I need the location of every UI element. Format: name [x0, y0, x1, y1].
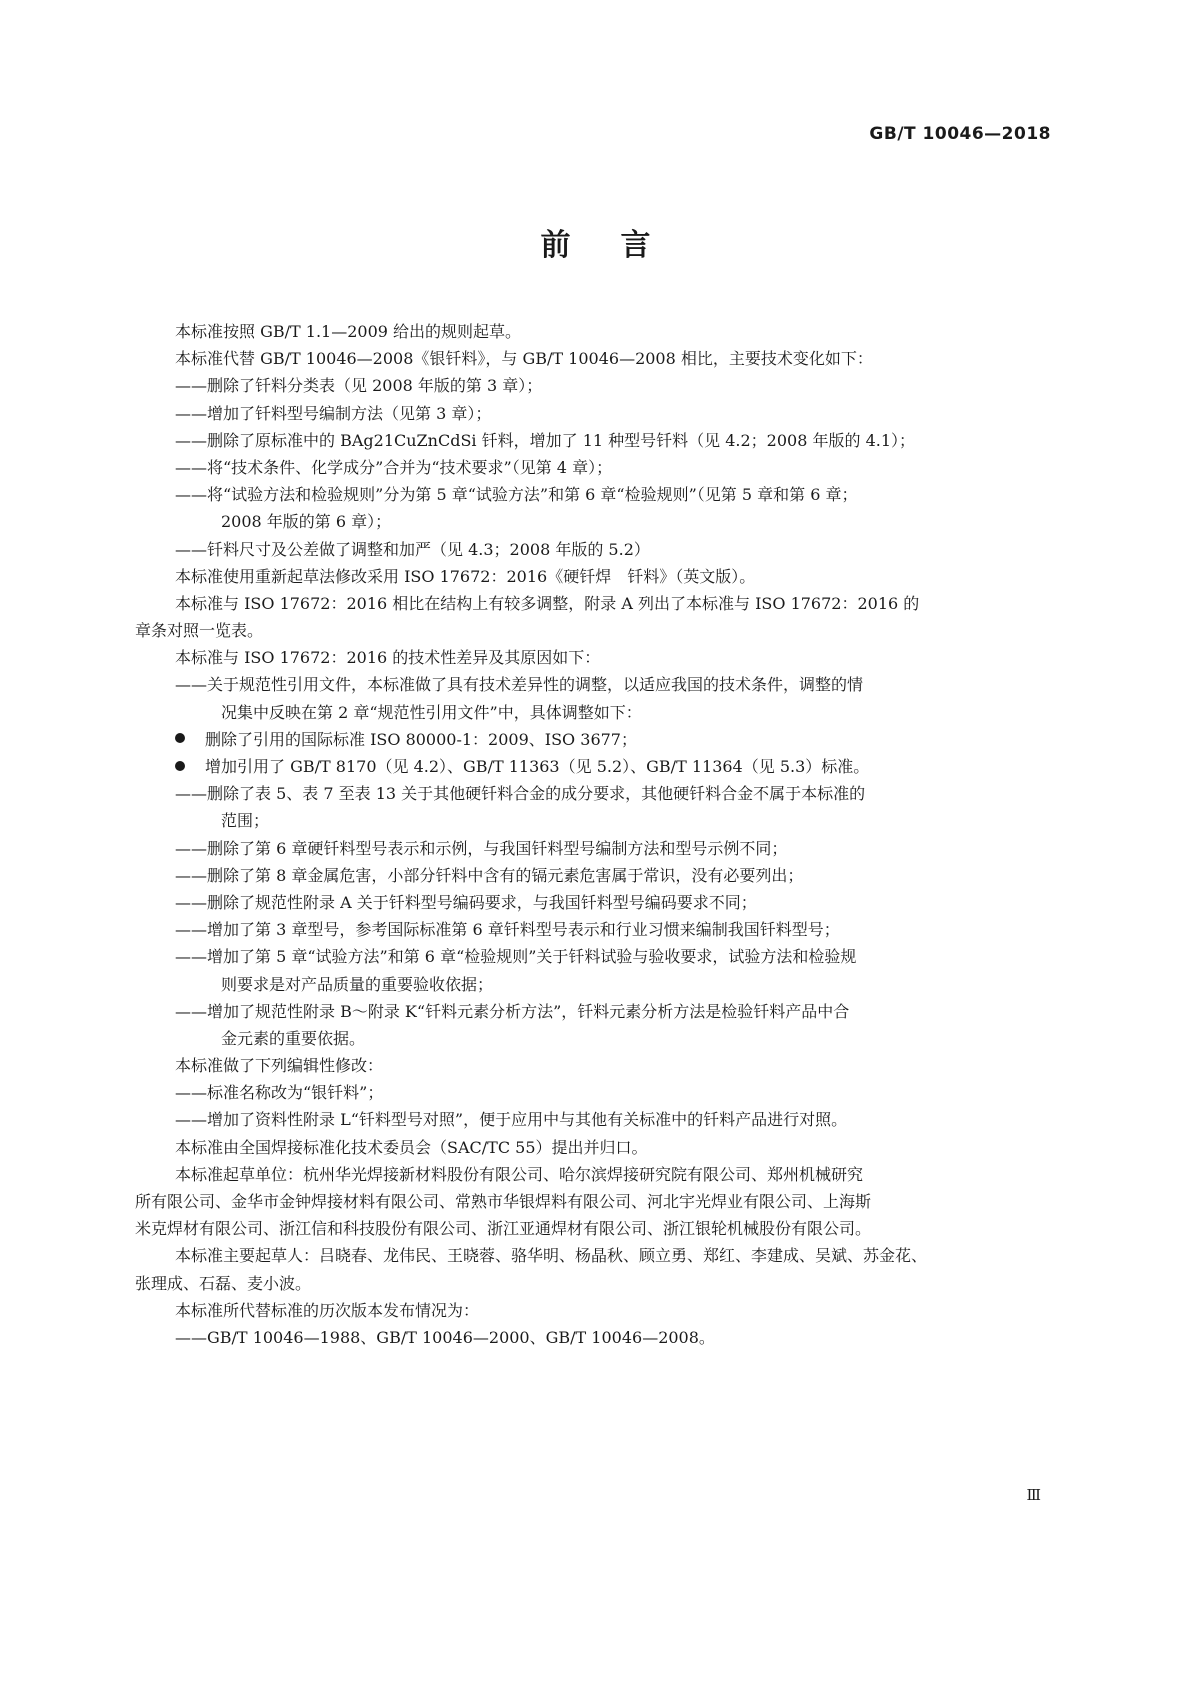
text-line: 况集中反映在第 2 章“规范性引用文件”中，具体调整如下： — [221, 702, 642, 722]
text-line: 本标准与 ISO 17672：2016 相比在结构上有较多调整，附录 A 列出了本标准与 ISO 17672：2016 的 — [175, 593, 920, 613]
text-line: ——删除了钎料分类表（见 2008 年版的第 3 章）； — [175, 376, 543, 396]
text-line: 本标准由全国焊接标准化技术委员会（SAC/TC 55）提出并归口。 — [175, 1137, 648, 1157]
text-line: 本标准按照 GB/T 1.1—2009 给出的规则起草。 — [175, 322, 522, 341]
text-line: ——增加了第 5 章“试验方法”和第 6 章“检验规则”关于钎料试验与验收要求，试验方法和检验规 — [175, 947, 857, 967]
bullet-item — [135, 753, 1055, 780]
text-line: ——删除了原标准中的 BAg21CuZnCdSi 钎料，增加了 11 种型号钎料（见 4.2；2008 年版的 4.1）； — [175, 430, 916, 450]
page-number: Ⅲ — [1026, 1486, 1041, 1504]
text-line: 本标准主要起草人：吕晓春、龙伟民、王晓蓉、骆华明、杨晶秋、顾立勇、郑红、李建成、吴斌、苏金花、 — [175, 1246, 928, 1266]
text-line: ——增加了规范性附录 B～附录 K“钎料元素分析方法”，钎料元素分析方法是检验钎料产品中合 — [175, 1001, 850, 1021]
text-line: ——关于规范性引用文件，本标准做了具有技术差异性的调整，以适应我国的技术条件，调整的情 — [175, 675, 864, 695]
text-line: 张理成、石磊、麦小波。 — [135, 1273, 312, 1293]
text-line: ——GB/T 10046—1988、GB/T 10046—2000、GB/T 10046—2008。 — [175, 1327, 715, 1347]
text-line: ——删除了第 6 章硬钎料型号表示和示例，与我国钎料型号编制方法和型号示例不同； — [175, 838, 788, 858]
standard-number: GB/T 10046—2018 — [869, 124, 1051, 144]
text-line: 本标准与 ISO 17672：2016 的技术性差异及其原因如下： — [175, 648, 601, 668]
bullet-text: 增加引用了 GB/T 8170（见 4.2）、GB/T 11363（见 5.2）、GB/T 11364（见 5.3）标准。 — [205, 757, 870, 776]
bullet-dot-icon — [175, 733, 185, 743]
page-title: 前言 — [540, 228, 701, 263]
document-body — [135, 318, 1055, 1351]
text-line: ——增加了资料性附录 L“钎料型号对照”，便于应用中与其他有关标准中的钎料产品进行对照。 — [175, 1110, 848, 1130]
text-line: ——钎料尺寸及公差做了调整和加严（见 4.3；2008 年版的 5.2） — [175, 539, 650, 559]
text-line: 米克焊材有限公司、浙江信和科技股份有限公司、浙江亚通焊材有限公司、浙江银轮机械股份有限公司。 — [135, 1219, 872, 1239]
text-line: 本标准起草单位：杭州华光焊接新材料股份有限公司、哈尔滨焊接研究院有限公司、郑州机械研究 — [175, 1164, 864, 1184]
bullet-item — [135, 726, 1055, 753]
text-line: 则要求是对产品质量的重要验收依据； — [221, 974, 494, 994]
text-line: ——删除了表 5、表 7 至表 13 关于其他硬钎料合金的成分要求，其他硬钎料合金不属于本标准的 — [175, 784, 866, 804]
text-line: ——将“技术条件、化学成分”合并为“技术要求”（见第 4 章）； — [175, 457, 613, 477]
text-line: ——标准名称改为“银钎料”； — [175, 1083, 384, 1103]
text-line: ——将“试验方法和检验规则”分为第 5 章“试验方法”和第 6 章“检验规则”（见第 5 章和第 6 章； — [175, 485, 858, 505]
text-line: 本标准使用重新起草法修改采用 ISO 17672：2016《硬钎焊 钎料》（英文版）。 — [175, 566, 756, 586]
text-line: ——删除了规范性附录 A 关于钎料型号编码要求，与我国钎料型号编码要求不同； — [175, 892, 757, 912]
text-line: 所有限公司、金华市金钟焊接材料有限公司、常熟市华银焊料有限公司、河北宇光焊业有限公司、上海斯 — [135, 1192, 872, 1211]
bullet-text: 删除了引用的国际标准 ISO 80000-1：2009、ISO 3677； — [205, 729, 637, 749]
text-line: 本标准代替 GB/T 10046—2008《银钎料》，与 GB/T 10046—2008 相比，主要技术变化如下： — [175, 349, 873, 369]
text-line: ——增加了钎料型号编制方法（见第 3 章）； — [175, 403, 492, 423]
text-line: 本标准做了下列编辑性修改： — [175, 1056, 384, 1076]
text-line: 金元素的重要依据。 — [221, 1028, 366, 1048]
text-line: 2008 年版的第 6 章）； — [221, 512, 392, 532]
text-line: 本标准所代替标准的历次版本发布情况为： — [175, 1300, 480, 1320]
bullet-dot-icon — [175, 761, 185, 771]
text-line: 范围； — [221, 811, 270, 831]
text-line: ——增加了第 3 章型号，参考国际标准第 6 章钎料型号表示和行业习惯来编制我国钎料型号； — [175, 920, 840, 940]
text-line: 章条对照一览表。 — [135, 621, 264, 641]
text-line: ——删除了第 8 章金属危害，小部分钎料中含有的镉元素危害属于常识，没有必要列出； — [175, 865, 804, 885]
